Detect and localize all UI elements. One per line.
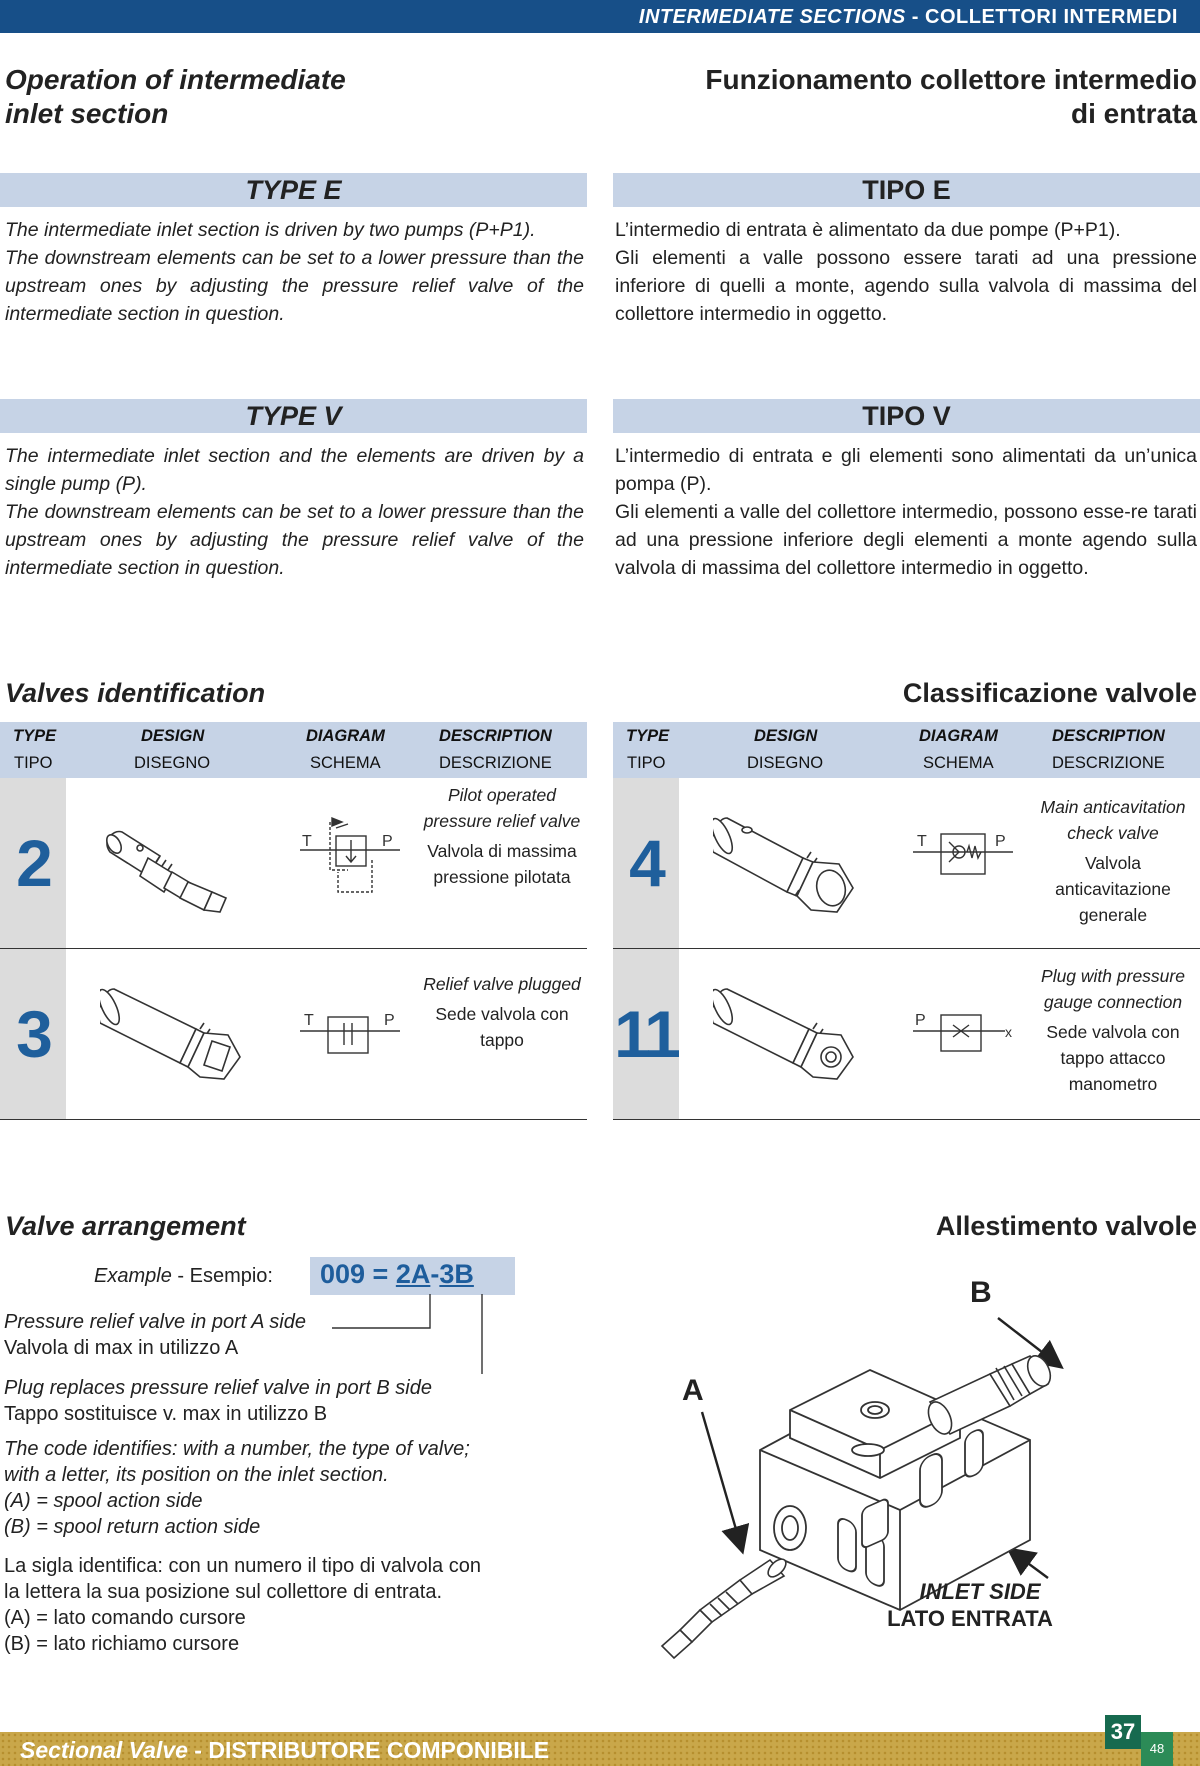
inlet-side-en: INLET SIDE: [919, 1579, 1041, 1604]
col-design-en: DESIGN: [141, 727, 205, 745]
valves-title-en: Valves identification: [5, 678, 266, 708]
intro-title-it-line1: Funzionamento collettore intermedio: [705, 64, 1197, 95]
col-diagram-it: SCHEMA: [310, 754, 381, 772]
valves-title-it: Classificazione valvole: [902, 678, 1197, 708]
code-it-line4: (B) = lato richiamo cursore: [4, 1633, 240, 1655]
row-number-cell: [0, 949, 66, 1119]
type-e-text-en: [5, 216, 584, 328]
table-row: [613, 778, 1200, 949]
intro-title-en-line1: Operation of intermediate: [5, 64, 346, 95]
footer-bar: [0, 1732, 1200, 1766]
header-title: [639, 6, 1178, 29]
type-e-text-it-p1: L’intermedio di entrata è alimentato da due pompe (P+P1).: [615, 219, 1121, 241]
type-e-text-en-p2: The downstream elements can be set to a lower pressure than the upstream ones by adjusting the pressure relief valve of the intermediate section in question.: [5, 247, 584, 325]
type-v-heading-it: TIPO V: [613, 399, 1200, 433]
table-row: [0, 949, 587, 1120]
footer-title-en: Sectional Valve: [20, 1737, 188, 1763]
row-description-it: Valvola di massima pressione pilotata: [427, 841, 577, 887]
example-label-it: Esempio:: [189, 1265, 273, 1287]
header-title-it: COLLETTORI INTERMEDI: [925, 6, 1178, 28]
gauge-plug-diagram: [909, 1003, 1017, 1063]
col-desc-en: DESCRIPTION: [439, 727, 552, 745]
label-b: B: [970, 1276, 992, 1309]
footer-title: [20, 1737, 549, 1764]
example-label-en: Example: [94, 1265, 172, 1287]
col-design-en: DESIGN: [754, 727, 818, 745]
code-it-line1: La sigla identifica: con un numero il tipo di valvola con: [4, 1555, 481, 1577]
col-type-en: TYPE: [13, 727, 57, 745]
type-e-text-it-p2: Gli elementi a valle possono essere tarati ad una pressione inferiore di quelli a monte, agendo sulla valvola di massima del collettore intermedio in oggetto.: [615, 247, 1197, 325]
row-description: [1027, 963, 1199, 1097]
anticavitation-valve-diagram: [909, 822, 1017, 892]
page-total: 48: [1141, 1732, 1173, 1766]
type-v-text-en-p1: The intermediate inlet section and the elements are driven by a single pump (P).: [5, 445, 584, 495]
col-type-it: TIPO: [14, 754, 53, 772]
page-number: 37: [1105, 1715, 1141, 1749]
anticavitation-valve-drawing: [713, 804, 863, 914]
code-en-line2: with a letter, its position on the inlet section.: [4, 1464, 389, 1486]
inlet-section-illustration: [640, 1260, 1200, 1680]
type-v-text-it: [615, 442, 1197, 582]
row-description: [420, 971, 584, 1053]
diagram-port-left: T: [302, 833, 312, 850]
row-number: 11: [614, 997, 678, 1071]
table-header: [0, 722, 587, 778]
row-description-it: Valvola anticavitazione generale: [1055, 853, 1171, 925]
diagram-port-left: P: [915, 1012, 926, 1029]
arrangement-title-it: Allestimento valvole: [935, 1211, 1197, 1241]
footer-title-it: DISTRIBUTORE COMPONIBILE: [208, 1737, 550, 1763]
note-b: [4, 1375, 432, 1427]
type-e-heading-it: TIPO E: [613, 173, 1200, 207]
header-separator: -: [911, 6, 919, 28]
code-explanation-en: [4, 1436, 470, 1540]
note-b-it: Tappo sostituisce v. max in utilizzo B: [4, 1403, 328, 1425]
col-diagram-en: DIAGRAM: [306, 727, 385, 745]
table-row: [0, 778, 587, 949]
intro-title-it-line2: di entrata: [1070, 98, 1197, 129]
code-a: 2A: [395, 1259, 431, 1289]
valves-table-right: [613, 722, 1200, 1120]
header-title-en: INTERMEDIATE SECTIONS: [638, 6, 906, 28]
row-number-cell: [0, 778, 66, 948]
col-type-it: TIPO: [627, 754, 666, 772]
code-explanation-it: [4, 1553, 481, 1657]
col-desc-it: DESCRIZIONE: [439, 754, 552, 772]
note-b-en: Plug replaces pressure relief valve in port B side: [4, 1377, 432, 1399]
header-bar: [0, 0, 1200, 33]
col-design-it: DISEGNO: [747, 754, 824, 772]
pilot-relief-valve-drawing: [100, 806, 250, 916]
type-v-text-en-p2: The downstream elements can be set to a lower pressure than the upstream ones by adjusting the pressure relief valve of the intermediate section in question.: [5, 501, 584, 579]
diagram-port-right: P: [995, 833, 1006, 850]
code-it-line2: la lettera la sua posizione sul collettore di entrata.: [4, 1581, 443, 1603]
example-separator: -: [177, 1265, 185, 1287]
col-diagram-it: SCHEMA: [923, 754, 994, 772]
arrangement-title-en: Valve arrangement: [5, 1211, 246, 1241]
code-b: 3B: [439, 1259, 474, 1289]
col-type-en: TYPE: [626, 727, 670, 745]
row-description: [1027, 794, 1199, 928]
type-e-text-en-p1: The intermediate inlet section is driven by two pumps (P+P1).: [5, 219, 536, 241]
intro-title-en-line2: inlet section: [5, 98, 169, 129]
intro-title-en: [5, 63, 346, 131]
row-description-it: Sede valvola con tappo: [435, 1004, 569, 1050]
type-v-text-it-p2: Gli elementi a valle del collettore intermedio, possono esse-re tarati ad una pressione inferiore degli elementi a monte agendo sulla valvola di massima del collettore intermedio in oggetto.: [615, 501, 1197, 579]
pilot-relief-valve-diagram: [296, 812, 404, 908]
type-e-text-it: [615, 216, 1197, 328]
type-v-heading-en: TYPE V: [0, 399, 587, 433]
row-description-en: Relief valve plugged: [423, 974, 581, 994]
code-en-line3: (A) = spool action side: [4, 1490, 203, 1512]
note-a: [4, 1309, 306, 1361]
plugged-relief-valve-diagram: [296, 1003, 404, 1063]
diagram-port-right: P: [384, 1012, 395, 1029]
code-en-line4: (B) = spool return action side: [4, 1516, 261, 1538]
code-it-line3: (A) = lato comando cursore: [4, 1607, 246, 1629]
col-diagram-en: DIAGRAM: [919, 727, 998, 745]
row-number: 3: [16, 997, 50, 1071]
col-desc-en: DESCRIPTION: [1052, 727, 1165, 745]
type-e-heading-en: TYPE E: [0, 173, 587, 207]
table-header: [613, 722, 1200, 778]
intro-title-it: [597, 63, 1197, 131]
example-label: [94, 1265, 273, 1288]
valves-table-left: [0, 722, 587, 1120]
row-number-cell: [613, 949, 679, 1119]
col-design-it: DISEGNO: [134, 754, 211, 772]
row-description-en: Plug with pressure gauge connection: [1041, 966, 1185, 1012]
code-dash: -: [430, 1259, 440, 1289]
row-description: [420, 782, 584, 890]
plugged-relief-valve-drawing: [100, 973, 250, 1083]
example-code: [320, 1259, 474, 1290]
label-a: A: [682, 1374, 704, 1407]
code-en-line1: The code identifies: with a number, the type of valve;: [4, 1438, 470, 1460]
row-description-en: Pilot operated pressure relief valve: [423, 785, 581, 831]
diagram-port-left: T: [304, 1012, 314, 1029]
col-desc-it: DESCRIZIONE: [1052, 754, 1165, 772]
type-v-text-it-p1: L’intermedio di entrata e gli elementi sono alimentati da un’unica pompa (P).: [615, 445, 1197, 495]
row-description-en: Main anticavitation check valve: [1040, 797, 1186, 843]
row-description-it: Sede valvola con tappo attacco manometro: [1046, 1022, 1180, 1094]
gauge-plug-drawing: [713, 973, 863, 1083]
footer-separator: -: [194, 1737, 202, 1763]
type-v-text-en: [5, 442, 584, 582]
table-row: [613, 949, 1200, 1120]
row-number-cell: [613, 778, 679, 948]
code-main: 009 =: [320, 1259, 389, 1289]
row-number: 2: [16, 826, 50, 900]
diagram-port-right: x: [1005, 1024, 1012, 1040]
row-number: 4: [629, 826, 663, 900]
diagram-port-left: T: [917, 833, 927, 850]
note-a-en: Pressure relief valve in port A side: [4, 1311, 306, 1333]
note-a-it: Valvola di max in utilizzo A: [4, 1337, 239, 1359]
inlet-side-it: LATO ENTRATA: [887, 1606, 1053, 1631]
diagram-port-right: P: [382, 833, 393, 850]
